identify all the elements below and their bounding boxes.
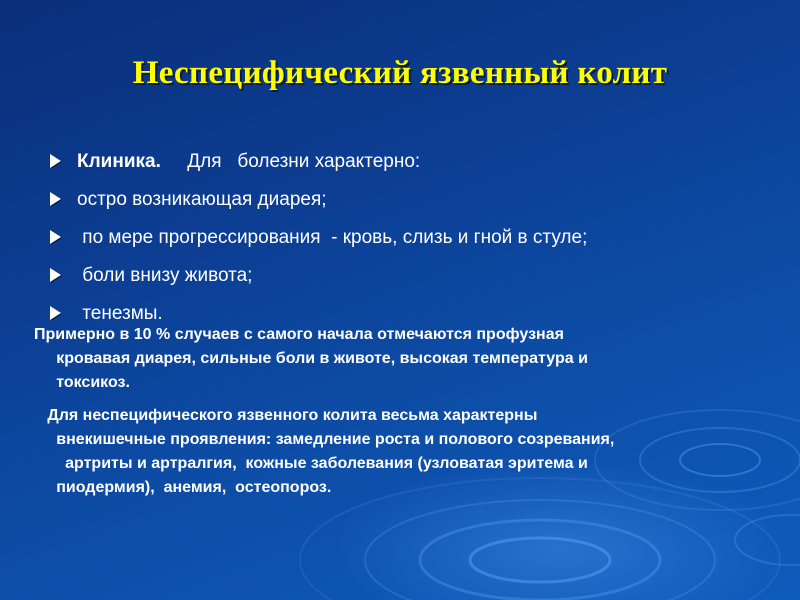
- paragraph-line: Примерно в 10 % случаев с самого начала отмечаются профузная: [34, 326, 564, 343]
- bullet-text: [77, 224, 587, 252]
- slide-title: Неспецифический язвенный колит: [132, 55, 668, 91]
- arrow-bullet-icon: [50, 268, 61, 282]
- bullet-text: [77, 148, 420, 176]
- bullet-rest: по мере прогрессирования - кровь, слизь и гной в стуле;: [77, 227, 588, 248]
- bullet-text: [77, 186, 327, 214]
- paragraph-bloody-diarrhea: [34, 323, 734, 395]
- paragraph-line: артриты и артралгия, кожные заболевания (узловатая эритема и: [34, 455, 588, 472]
- paragraph-line: внекишечные проявления: замедление роста и полового созревания,: [34, 431, 615, 448]
- bullet-rest: тенезмы.: [77, 303, 163, 324]
- arrow-bullet-icon: [50, 192, 61, 206]
- bullet-item: [50, 224, 770, 262]
- bullet-text: [77, 262, 252, 290]
- bullet-item: [50, 186, 770, 224]
- paragraph-extraintestinal: [34, 404, 764, 500]
- paragraph-line: кровавая диарея, сильные боли в животе, высокая температура и: [34, 350, 588, 367]
- bullet-list: [50, 148, 770, 338]
- paragraph-line: Для неспецифического язвенного колита весьма характерны: [34, 407, 538, 424]
- bullet-rest: боли внизу живота;: [77, 265, 253, 286]
- bullet-rest: Для болезни характерно:: [160, 151, 421, 172]
- bullet-item: [50, 262, 770, 300]
- bullet-rest: остро возникающая диарея;: [77, 189, 327, 210]
- paragraph-line: пиодермия), анемия, остеопороз.: [34, 479, 332, 496]
- arrow-bullet-icon: [50, 154, 61, 168]
- paragraph-line: токсикоз.: [34, 374, 130, 391]
- arrow-bullet-icon: [50, 230, 61, 244]
- arrow-bullet-icon: [50, 306, 61, 320]
- bullet-lead: Клиника.: [77, 151, 161, 172]
- bullet-item: [50, 148, 770, 186]
